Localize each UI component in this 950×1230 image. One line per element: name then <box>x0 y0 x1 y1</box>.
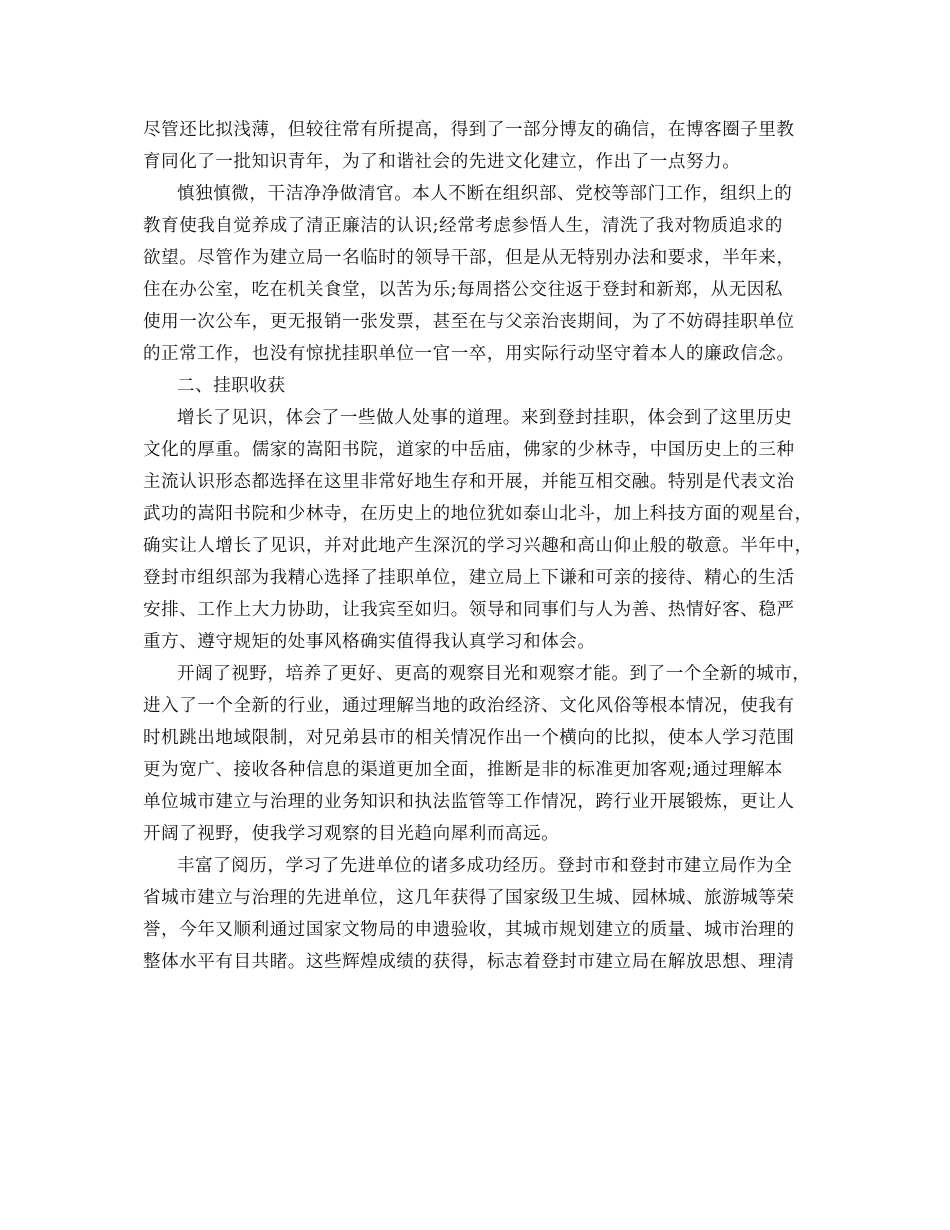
text-line: 欲望。尽管作为建立局一名临时的领导干部，但是从无特别办法和要求，半年来， <box>143 248 795 268</box>
text-line: 确实让人增长了见识，并对此地产生深沉的学习兴趣和高山仰止般的敬意。半年中， <box>143 536 813 556</box>
paragraph-first-line: 增长了见识，体会了一些做人处事的道理。来到登封挂职，体会到了这里历史 <box>177 408 793 428</box>
text-line: 安排、工作上大力协助，让我宾至如归。领导和同事们与人为善、热情好客、稳严 <box>143 600 795 620</box>
text-line: 的正常工作，也没有惊扰挂职单位一官一卒，用实际行动坚守着本人的廉政信念。 <box>143 344 795 364</box>
text-line: 更为宽广、接收各种信息的渠道更加全面，推断是非的标准更加客观;通过理解本 <box>143 760 783 780</box>
text-line: 时机跳出地域限制，对兄弟县市的相关情况作出一个横向的比拟，使本人学习范围 <box>143 728 795 748</box>
text-line: 尽管还比拟浅薄，但较往常有所提高，得到了一部分博友的确信，在博客圈子里教 <box>143 120 795 140</box>
text-line: 教育使我自觉养成了清正廉洁的认识;经常考虑参悟人生，清洗了我对物质追求的 <box>143 216 783 236</box>
text-line: 育同化了一批知识青年，为了和谐社会的先进文化建立，作出了一点努力。 <box>143 152 741 172</box>
text-line: 省城市建立与治理的先进单位，这几年获得了国家级卫生城、园林城、旅游城等荣 <box>143 888 795 908</box>
text-line: 主流认识形态都选择在这里非常好地生存和开展，并能互相交融。特别是代表文治 <box>143 472 795 492</box>
text-line: 进入了一个全新的行业，通过理解当地的政治经济、文化风俗等根本情况，使我有 <box>143 696 795 716</box>
text-line: 文化的厚重。儒家的嵩阳书院，道家的中岳庙，佛家的少林寺，中国历史上的三种 <box>143 440 795 460</box>
paragraph-first-line: 丰富了阅历，学习了先进单位的诸多成功经历。登封市和登封市建立局作为全 <box>177 856 793 876</box>
document-body <box>143 114 823 978</box>
text-line: 誉，今年又顺利通过国家文物局的申遗验收，其城市规划建立的质量、城市治理的 <box>143 920 795 940</box>
text-line: 住在办公室，吃在机关食堂，以苦为乐;每周搭公交往返于登封和新郑，从无因私 <box>143 280 783 300</box>
text-line: 武功的嵩阳书院和少林寺，在历史上的地位犹如泰山北斗，加上科技方面的观星台， <box>143 504 813 524</box>
text-line: 重方、遵守规矩的处事风格确实值得我认真学习和体会。 <box>143 632 596 652</box>
text-line: 登封市组织部为我精心选择了挂职单位，建立局上下谦和可亲的接待、精心的生活 <box>143 568 795 588</box>
paragraph-first-line: 开阔了视野，培养了更好、更高的观察目光和观察才能。到了一个全新的城市， <box>177 664 811 684</box>
section-heading: 二、挂职收获 <box>177 376 286 396</box>
text-line: 单位城市建立与治理的业务知识和执法监管等工作情况，跨行业开展锻炼，更让人 <box>143 792 795 812</box>
text-line: 使用一次公车，更无报销一张发票，甚至在与父亲治丧期间，为了不妨碍挂职单位 <box>143 312 795 332</box>
text-line: 开阔了视野，使我学习观察的目光趋向犀利而高远。 <box>143 824 560 844</box>
paragraph-first-line: 慎独慎微，干洁净净做清官。本人不断在组织部、党校等部门工作，组织上的 <box>177 184 793 204</box>
text-line: 整体水平有目共睹。这些辉煌成绩的获得，标志着登封市建立局在解放思想、理清 <box>143 952 795 972</box>
